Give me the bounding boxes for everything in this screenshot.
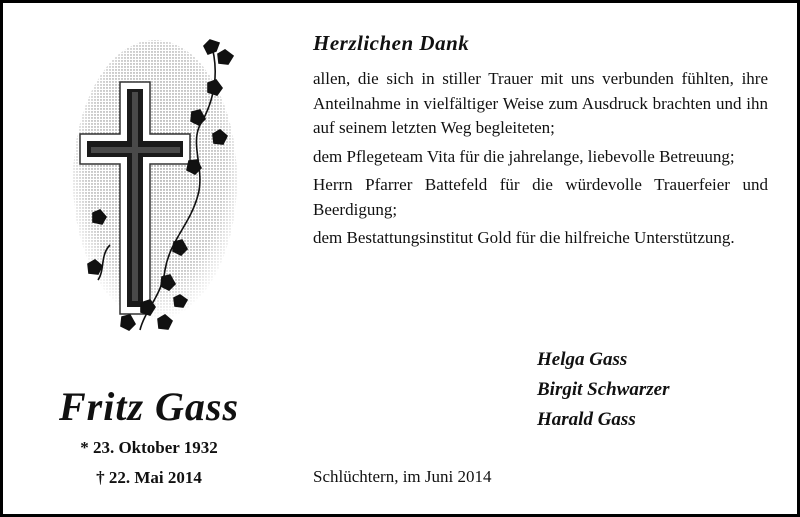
signer: Birgit Schwarzer [537,379,670,400]
place-date: Schlüchtern, im Juni 2014 [313,467,492,486]
paragraph: Herrn Pfarrer Battefeld für die würdevolle Trauerfeier und Beerdigung; [313,175,768,219]
death-date: † 22. Mai 2014 [96,468,202,487]
paragraph: dem Pflegeteam Vita für die jahrelange, liebevolle Betreuung; [313,146,735,166]
notice-body [313,67,768,255]
signers-list [537,345,670,435]
signer: Helga Gass [537,349,628,370]
deceased-name: Fritz Gass [58,384,240,429]
birth-date: * 23. Oktober 1932 [80,438,218,457]
cross-icon [70,30,260,340]
signer: Harald Gass [537,409,636,430]
paragraph: dem Bestattungsinstitut Gold für die hilfreiche Unterstützung. [313,228,735,247]
paragraph: allen, die sich in stiller Trauer mit uns verbunden fühlten, ihre Anteilnahme in vielfältiger Weise zum Ausdruck brachten und ihn auf seinem letzten Weg begleiteten; [313,69,768,137]
notice-heading: Herzlichen Dank [313,31,470,55]
